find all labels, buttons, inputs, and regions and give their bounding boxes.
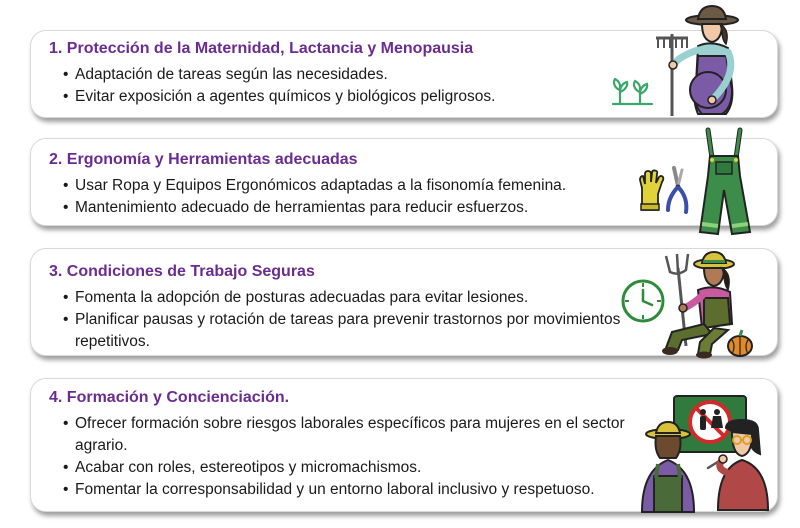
bullet-item: • Mantenimiento adecuado de herramientas para reducir esfuerzos. bbox=[63, 197, 633, 219]
teacher-icon bbox=[706, 420, 778, 510]
seedlings-icon bbox=[610, 68, 656, 108]
overalls-icon bbox=[690, 128, 760, 238]
section-title: 3. Condiciones de Trabajo Seguras bbox=[49, 263, 315, 280]
section-title: 1. Protección de la Maternidad, Lactancia y Menopausia bbox=[49, 40, 474, 57]
bullet-list bbox=[63, 64, 633, 108]
resting-farmer-icon bbox=[652, 250, 756, 358]
bullet-list bbox=[63, 175, 633, 219]
bullet-item: • Planificar pausas y rotación de tareas para prevenir trastornos por movimientos repetitivos. bbox=[63, 309, 633, 353]
bullet-item: • Fomenta la adopción de posturas adecuadas para evitar lesiones. bbox=[63, 287, 633, 309]
bullet-list bbox=[63, 287, 633, 353]
bullet-item: • Usar Ropa y Equipos Ergonómicos adaptadas a la fisonomía femenina. bbox=[63, 175, 633, 197]
bullet-list bbox=[63, 413, 633, 501]
bullet-item: • Acabar con roles, estereotipos y micromachismos. bbox=[63, 457, 633, 479]
farmer-woman-icon bbox=[632, 420, 702, 512]
section-title: 4. Formación y Concienciación. bbox=[49, 389, 290, 406]
pregnant-farmer-icon bbox=[652, 4, 752, 120]
bullet-item: • Evitar exposición a agentes químicos y biológicos peligrosos. bbox=[63, 86, 633, 108]
section-title: 2. Ergonomía y Herramientas adecuadas bbox=[49, 151, 358, 168]
bullet-item: • Ofrecer formación sobre riesgos laborales específicos para mujeres en el sector agrario. bbox=[63, 413, 633, 457]
bullet-item: • Fomentar la corresponsabilidad y un entorno laboral inclusivo y respetuoso. bbox=[63, 479, 633, 501]
bullet-item: • Adaptación de tareas según las necesidades. bbox=[63, 64, 633, 86]
pruning-shears-icon bbox=[662, 166, 692, 214]
